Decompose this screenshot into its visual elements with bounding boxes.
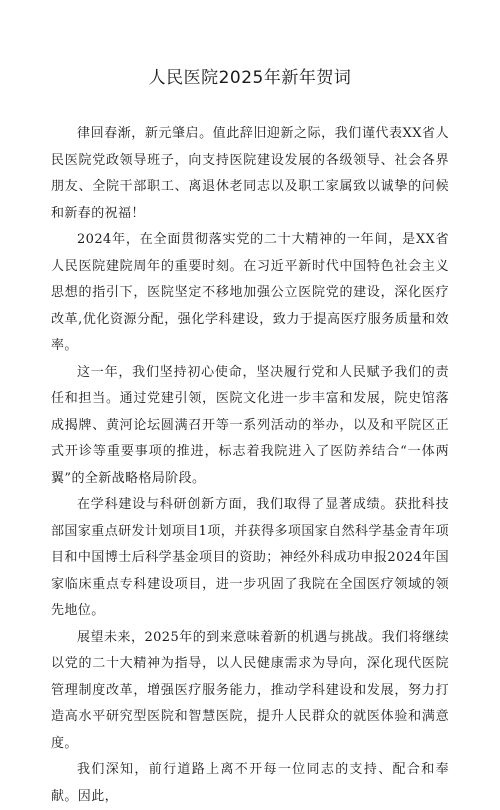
paragraph-mission: 这一年，我们坚持初心使命，坚决履行党和人民赋予我们的责任和担当。通过党建引领，医院文化进一步丰富和发展，院史馆落成揭牌、黄河论坛圆满召开等一系列活动的举办，以及和平院区正式开诊等重要事项的推进，标志着我院进入了医防养结合“一体两翼”的全新战略格局阶段。 [51,364,449,486]
document-title: 人民医院2025年新年贺词 [148,68,352,88]
paragraph-2024-review: 2024年，在全面贯彻落实党的二十大精神的一年间，是XX省人民医院建院周年的重要时刻。在习近平新时代中国特色社会主义思想的指引下，医院坚定不移地加强公立医院党的建设，深化医疗改革,优化资源分配，强化学科建设，致力于提高医疗服务质量和效率。 [51,232,449,353]
paragraph-outlook: 展望未来，2025年的到来意味着新的机遇与挑战。我们将继续以党的二十大精神为指导，以人民健康需求为导向，深化现代医院管理制度改革，增强医疗服务能力，推动学科建设和发展，努力打造高水平研究型医院和智慧医院，提升人民群众的就医体验和满意度。 [51,629,449,751]
paragraph-research: 在学科建设与科研创新方面，我们取得了显著成绩。获批科技部国家重点研发计划项目1项，并获得多项国家自然科学基金青年项目和中国博士后科学基金项目的资助；神经外科成功申报2024年国家临床重点专科建设项目，进一步巩固了我院在全国医疗领域的领先地位。 [51,497,449,618]
paragraph-thanks: 我们深知，前行道路上离不开每一位同志的支持、配合和奉献。因此， [51,762,449,804]
paragraph-greeting: 律回春渐，新元肇启。值此辞旧迎新之际，我们谨代表XX省人民医院党政领导班子，向支持医院建设发展的各级领导、社会各界朋友、全院干部职工、离退休老同志以及职工家属致以诚挚的问候和新春的祝福！ [51,126,449,221]
